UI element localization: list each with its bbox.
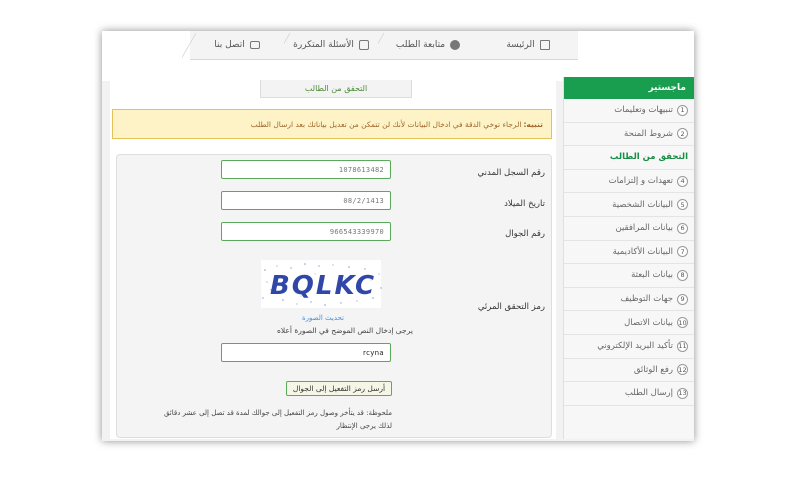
step-number: 4	[677, 176, 688, 187]
captcha-hint: يرجى إدخال النص الموضح في الصورة أعلاه	[277, 326, 413, 335]
captcha-noise	[261, 260, 385, 308]
sidebar-item-label: تأكيد البريد الإلكتروني	[597, 341, 673, 352]
step-number: 13	[678, 389, 687, 398]
tab-contact-label: اتصل بنا	[214, 40, 245, 50]
sidebar-item-personal-data[interactable]	[564, 193, 694, 217]
track-icon	[450, 40, 460, 50]
tab-track-request[interactable]	[378, 31, 478, 60]
sidebar-item-label: البيانات الشخصية	[612, 199, 673, 210]
sidebar-item-label: بيانات البعثة	[631, 270, 673, 281]
sidebar-item-label: شروط المنحة	[624, 128, 673, 139]
step-number: 8	[677, 270, 688, 281]
step-number: 12	[678, 365, 687, 374]
alert-text: الرجاء توخي الدقة في ادخال البيانات لأنك لن تتمكن من تعديل بياناتك بعد ارسال الطلب	[250, 119, 522, 129]
captcha-text: BQLKC	[269, 271, 377, 301]
civil-id-label: رقم السجل المدني	[477, 168, 545, 178]
sidebar-item-label: بيانات الاتصال	[624, 317, 673, 328]
main-panel	[110, 79, 556, 439]
tab-track-label: متابعة الطلب	[395, 40, 446, 50]
mobile-label: رقم الجوال	[505, 229, 545, 239]
sidebar-item-academic[interactable]	[564, 241, 694, 265]
sidebar-item-label: التحقق من الطالب	[609, 152, 688, 163]
warning-alert	[112, 109, 552, 139]
tab-home[interactable]	[478, 31, 578, 60]
step-number: 7	[677, 246, 688, 257]
sidebar-item-label: جهات التوظيف	[620, 294, 673, 305]
step-number: 2	[677, 128, 688, 139]
sidebar-item-employers[interactable]	[564, 288, 694, 312]
sidebar-item-pledges[interactable]	[564, 170, 694, 194]
civil-id-field[interactable]: 1078613482	[221, 160, 391, 179]
sidebar-item-companions[interactable]	[564, 217, 694, 241]
step-number: 5	[677, 199, 688, 210]
tab-contact[interactable]	[190, 31, 284, 60]
refresh-captcha-link[interactable]: تحديث الصورة	[302, 314, 344, 322]
mobile-field[interactable]: 966543339970	[221, 222, 391, 241]
captcha-image	[261, 260, 381, 308]
sidebar-item-student-verification[interactable]	[564, 146, 694, 170]
step-number: 11	[678, 342, 687, 351]
sidebar-header: ماجستير	[564, 77, 694, 99]
send-activation-code-button[interactable]: أرسل رمز التفعيل إلى الجوال	[286, 381, 392, 396]
sidebar-item-label: تنبيهات وتعليمات	[614, 105, 673, 116]
sidebar-item-label: تعهدات و إلتزامات	[608, 176, 673, 187]
home-icon	[540, 40, 550, 50]
sidebar-item-label: بيانات المرافقين	[615, 223, 673, 234]
step-number: 10	[678, 318, 687, 327]
tab-faq[interactable]	[284, 31, 378, 60]
sidebar-item-scholarship[interactable]	[564, 264, 694, 288]
mail-icon	[250, 41, 260, 49]
sidebar-item-email-confirm[interactable]	[564, 335, 694, 359]
tab-home-label: الرئيسة	[506, 40, 535, 50]
browser-frame	[102, 31, 694, 441]
sidebar-item-label: البيانات الأكاديمية	[612, 246, 673, 257]
delay-note	[127, 407, 392, 433]
faq-icon	[359, 40, 369, 50]
step-number: 1	[677, 105, 688, 116]
note-line-2: لذلك يرجى الإنتظار	[336, 422, 392, 430]
tab-separator	[182, 31, 196, 59]
sidebar-item-label: إرسال الطلب	[624, 388, 673, 399]
sidebar-item-label: رفع الوثائق	[633, 364, 673, 375]
captcha-input[interactable]: rcyna	[221, 343, 391, 362]
birth-date-label: تاريخ الميلاد	[504, 199, 545, 209]
tab-faq-label: الأسئلة المتكررة	[293, 40, 354, 50]
captcha-label: رمز التحقق المرئي	[477, 302, 545, 312]
page-title: التحقق من الطالب	[260, 80, 412, 98]
birth-date-field[interactable]: 08/2/1413	[221, 191, 391, 210]
sidebar-item-submit[interactable]	[564, 382, 694, 406]
alert-label: تنبيه:	[523, 119, 543, 129]
step-number: 9	[677, 294, 688, 305]
step-number: 6	[677, 223, 688, 234]
sidebar	[563, 77, 694, 439]
verification-form	[116, 154, 552, 438]
top-nav	[102, 31, 694, 81]
sidebar-item-upload-docs[interactable]	[564, 359, 694, 383]
sidebar-item-conditions[interactable]	[564, 123, 694, 147]
note-line-1: ملحوظة: قد يتأخر وصول رمز التفعيل إلى جوالك لمدة قد تصل إلى عشر دقائق	[163, 409, 392, 417]
sidebar-item-instructions[interactable]	[564, 99, 694, 123]
sidebar-item-contact-info[interactable]	[564, 311, 694, 335]
